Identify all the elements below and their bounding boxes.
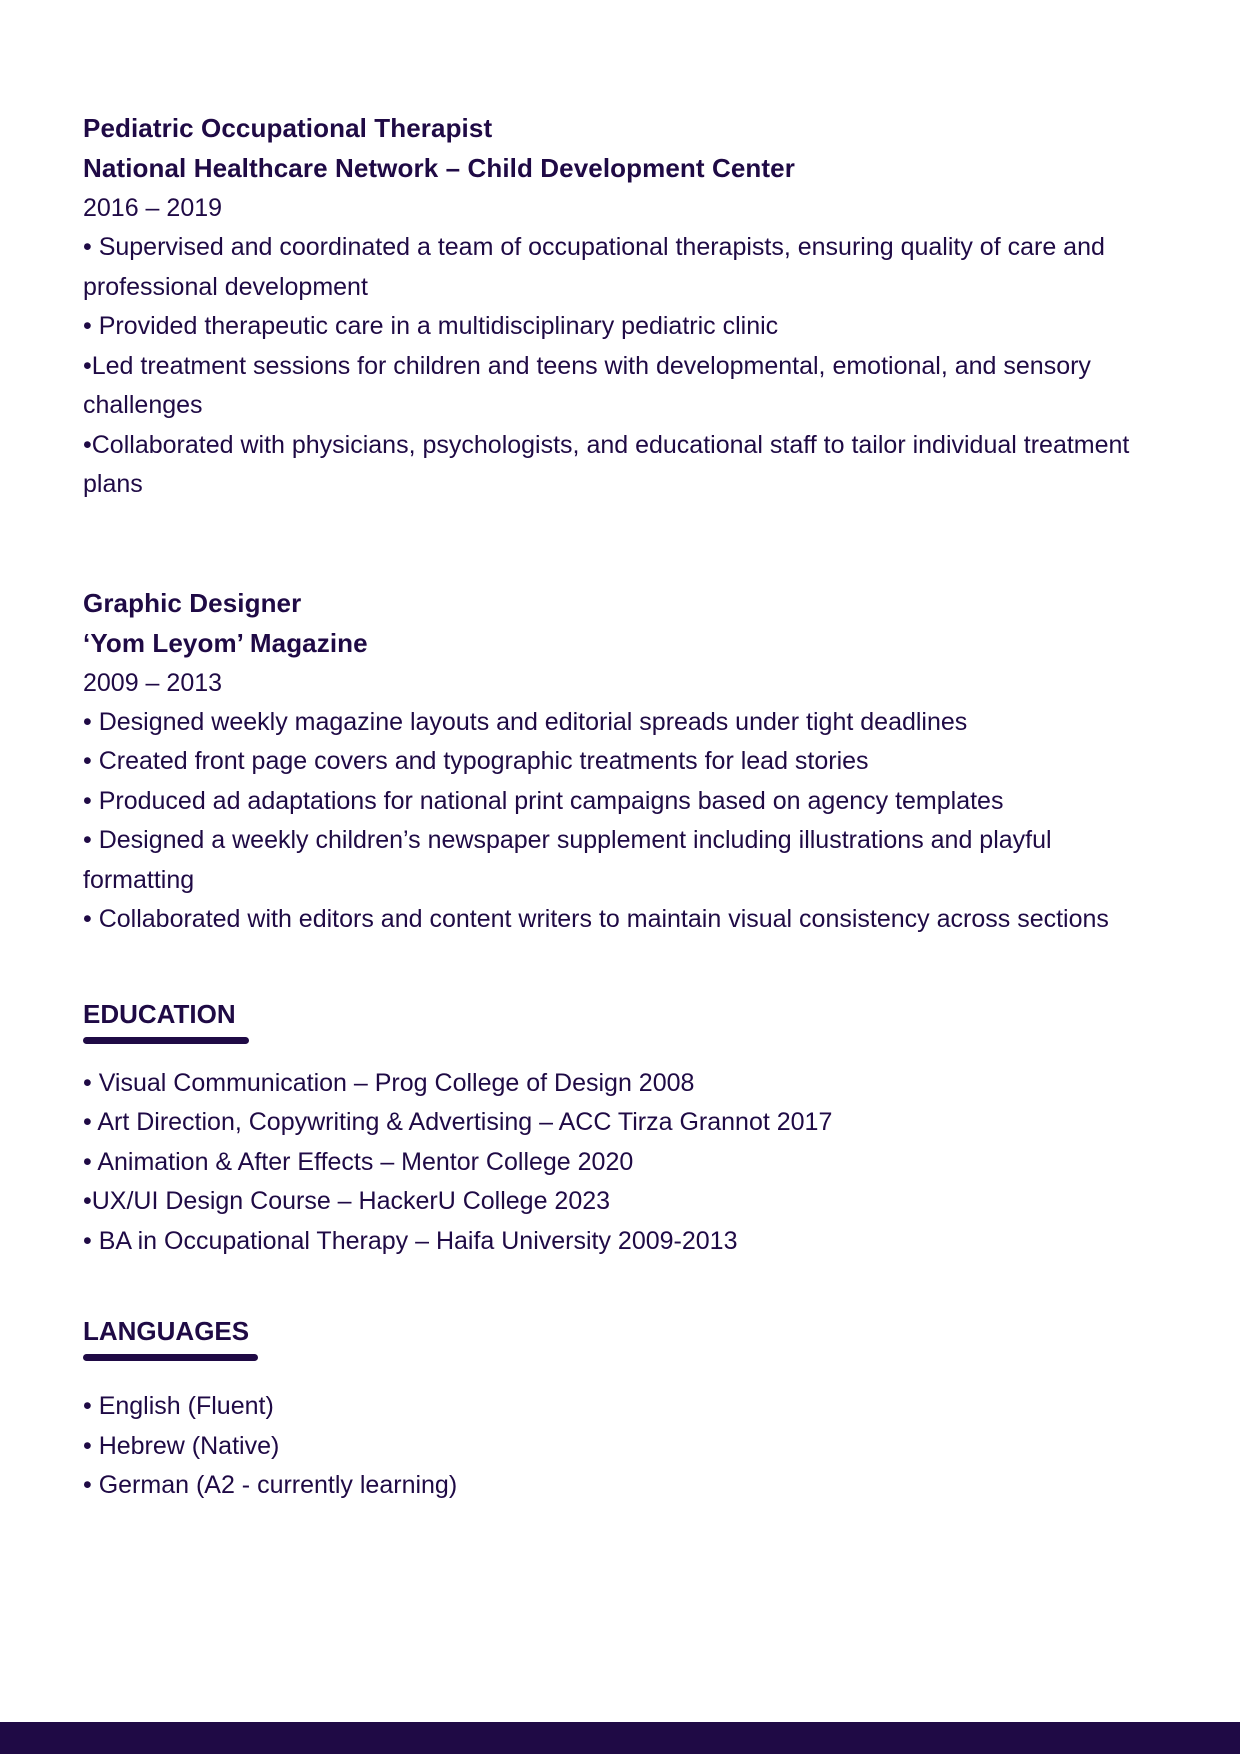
education-item: • Art Direction, Copywriting & Advertising – ACC Tirza Grannot 2017	[83, 1108, 833, 1136]
language-item: • Hebrew (Native)	[83, 1431, 280, 1460]
job-bullet-list	[83, 703, 1163, 940]
heading-underline	[83, 1037, 249, 1044]
job-title: Graphic Designer	[83, 587, 302, 618]
job-title: Pediatric Occupational Therapist	[83, 113, 493, 143]
job-bullet: • Produced ad adaptations for national print campaigns based on agency templates	[83, 786, 1004, 815]
resume-page	[83, 108, 1163, 1506]
languages-heading-label: LANGUAGES	[83, 1316, 250, 1346]
job-bullet: • Designed weekly magazine layouts and editorial spreads under tight deadlines	[83, 707, 968, 736]
language-item: • English (Fluent)	[83, 1392, 274, 1420]
education-item: • Visual Communication – Prog College of Design 2008	[83, 1068, 695, 1097]
job-bullet: •Collaborated with physicians, psychologists, and educational staff to tailor individual treatment plans	[83, 430, 1130, 498]
job-years: 2016 – 2019	[83, 194, 223, 222]
footer-bar	[0, 1722, 1240, 1754]
education-heading-label: EDUCATION	[83, 998, 236, 1029]
education-item: • BA in Occupational Therapy – Haifa University 2009-2013	[83, 1226, 738, 1255]
languages-heading	[83, 1315, 249, 1361]
job-bullet: • Designed a weekly children’s newspaper supplement including illustrations and playful formatting	[83, 826, 1052, 894]
education-heading	[83, 998, 236, 1044]
job-bullet: • Supervised and coordinated a team of occupational therapists, ensuring quality of care and professional development	[83, 233, 1105, 301]
job-bullet: • Collaborated with editors and content writers to maintain visual consistency across sections	[83, 905, 1109, 933]
heading-underline	[83, 1354, 258, 1361]
job-bullet-list	[83, 228, 1163, 505]
education-item: • Animation & After Effects – Mentor College 2020	[83, 1147, 634, 1176]
education-section	[83, 998, 1163, 1262]
job-bullet: • Created front page covers and typographic treatments for lead stories	[83, 747, 869, 775]
job-company: ‘Yom Leyom’ Magazine	[83, 627, 368, 658]
job-company: National Healthcare Network – Child Development Center	[83, 153, 795, 183]
languages-section	[83, 1315, 1163, 1506]
education-item: •UX/UI Design Course – HackerU College 2023	[83, 1187, 611, 1215]
language-item: • German (A2 - currently learning)	[83, 1471, 458, 1499]
experience-entry	[83, 108, 1163, 505]
education-list	[83, 1064, 1163, 1262]
job-years: 2009 – 2013	[83, 668, 223, 697]
job-bullet: • Provided therapeutic care in a multidisciplinary pediatric clinic	[83, 312, 779, 340]
languages-list	[83, 1387, 1163, 1506]
job-bullet: •Led treatment sessions for children and teens with developmental, emotional, and sensory challenges	[83, 351, 1091, 419]
experience-entry	[83, 583, 1163, 940]
